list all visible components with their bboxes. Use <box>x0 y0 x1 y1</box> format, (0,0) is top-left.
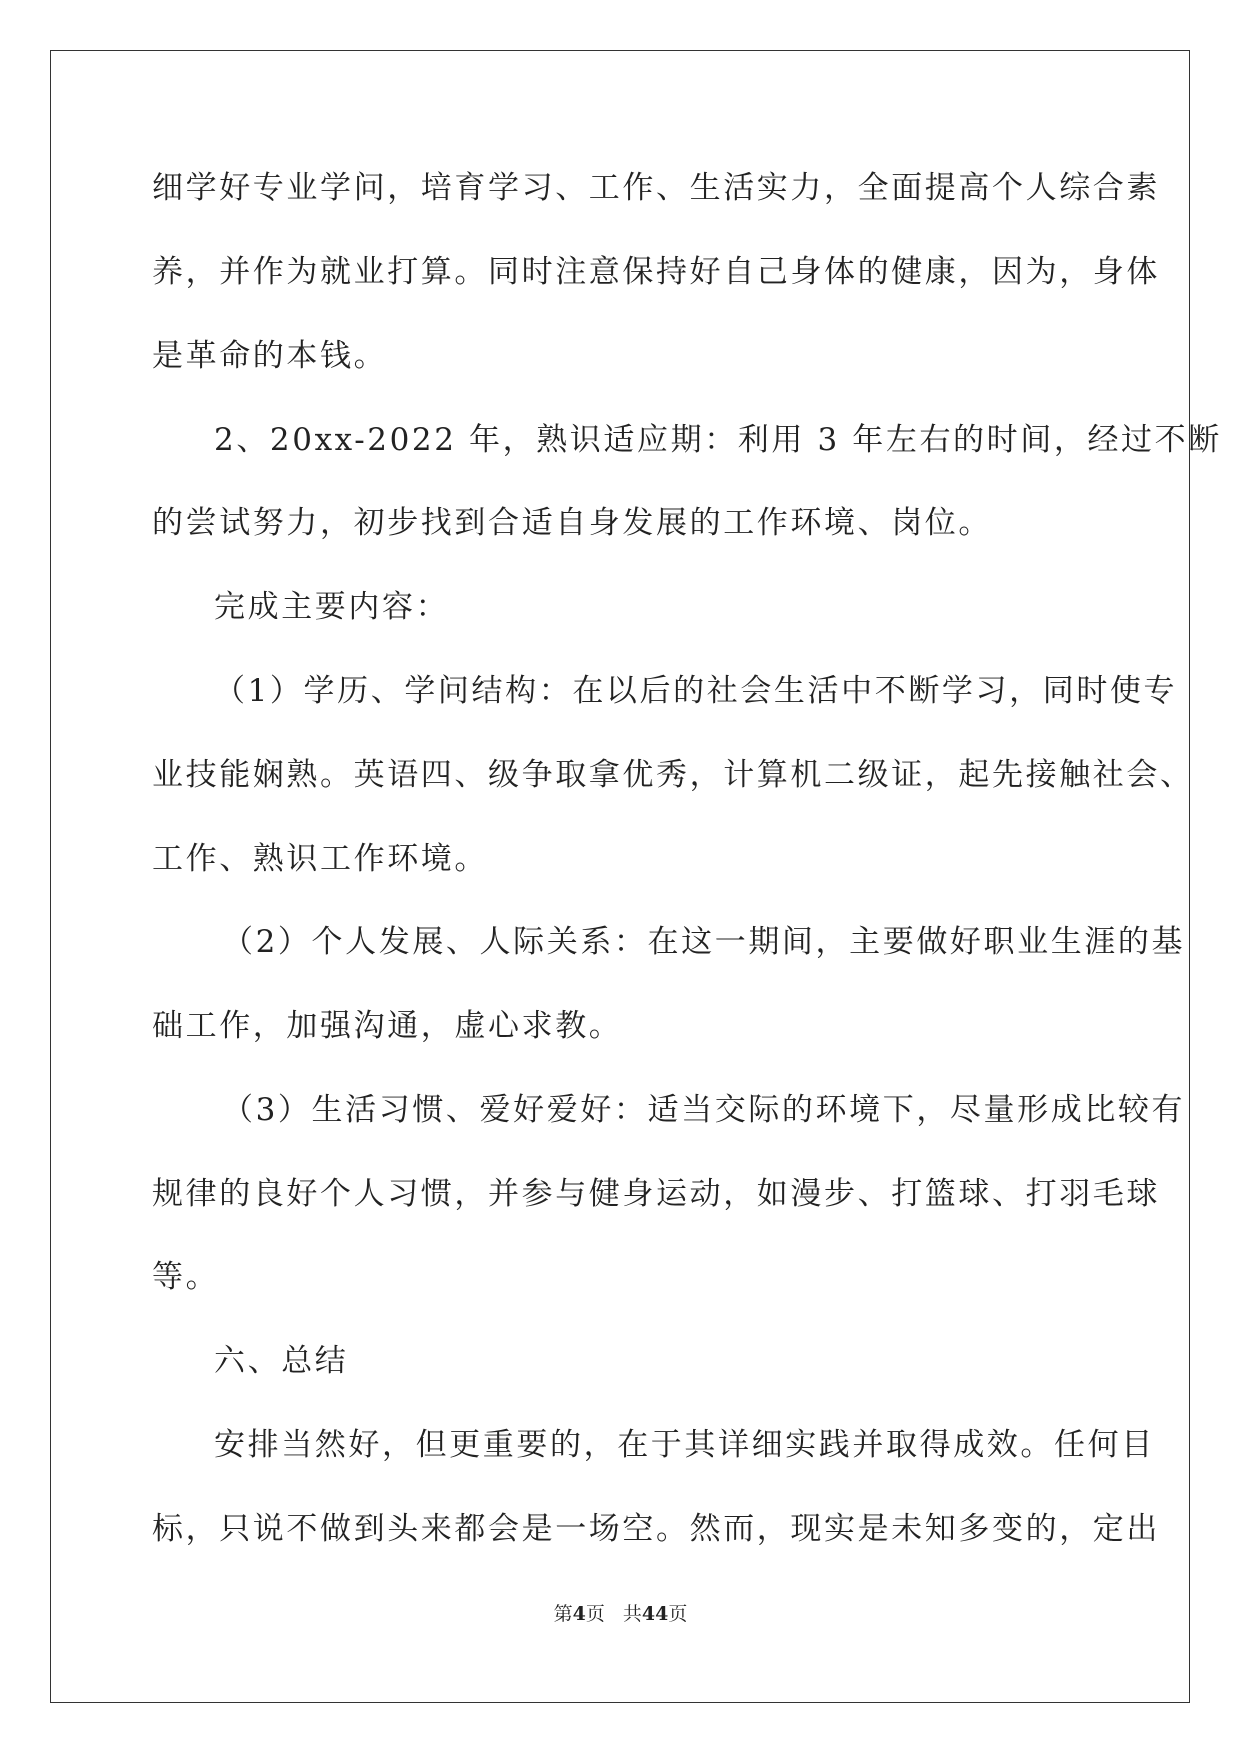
text-line: 规律的良好个人习惯，并参与健身运动，如漫步、打篮球、打羽毛球 <box>152 1176 1160 1212</box>
current-page-number: 4 <box>572 1603 586 1625</box>
text-line: 是革命的本钱。 <box>152 338 388 374</box>
footer-page-word: 页 <box>585 1603 605 1625</box>
page-footer <box>0 1602 1241 1626</box>
text-line: 标，只说不做到头来都会是一场空。然而，现实是未知多变的，定出 <box>152 1511 1160 1547</box>
footer-prefix: 第 <box>553 1603 573 1625</box>
text-line: 工作、熟识工作环境。 <box>152 841 488 877</box>
footer-total-prefix: 共 <box>622 1603 642 1625</box>
text-line: 等。 <box>152 1259 220 1295</box>
text-line: 2、20xx-2022 年，熟识适应期：利用 3 年左右的时间，经过不断 <box>214 422 1222 458</box>
text-line: 的尝试努力，初步找到合适自身发展的工作环境、岗位。 <box>152 505 992 541</box>
text-line: 业技能娴熟。英语四、级争取拿优秀，计算机二级证，起先接触社会、 <box>152 757 1194 793</box>
text-line: 养，并作为就业打算。同时注意保持好自己身体的健康，因为，身体 <box>152 254 1160 290</box>
text-line: （2）个人发展、人际关系：在这一期间，主要做好职业生涯的基 <box>222 924 1186 960</box>
total-page-count: 44 <box>641 1603 669 1625</box>
text-line: 础工作，加强沟通，虚心求教。 <box>152 1008 623 1044</box>
text-line: 完成主要内容： <box>214 589 450 625</box>
text-line: （3）生活习惯、爱好爱好：适当交际的环境下，尽量形成比较有 <box>222 1092 1186 1128</box>
footer-total-suffix: 页 <box>668 1603 688 1625</box>
text-line: 安排当然好，但更重要的，在于其详细实践并取得成效。任何目 <box>214 1427 1155 1463</box>
text-line: 细学好专业学问，培育学习、工作、生活实力，全面提高个人综合素 <box>152 170 1160 206</box>
text-line: （1）学历、学问结构：在以后的社会生活中不断学习，同时使专 <box>214 673 1178 709</box>
section-heading: 六、总结 <box>214 1343 349 1379</box>
